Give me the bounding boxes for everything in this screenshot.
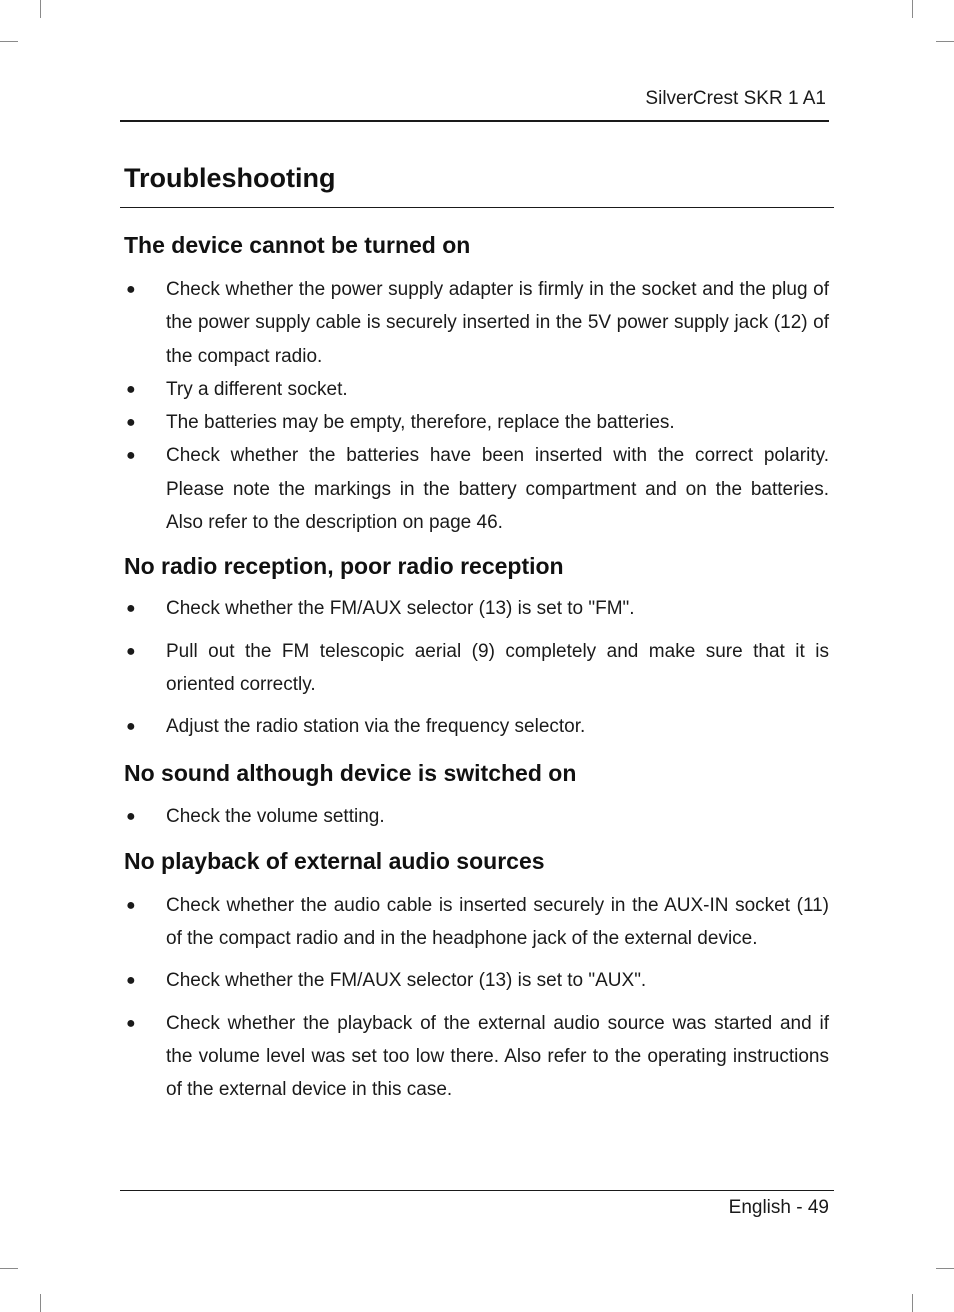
bullet-icon: ● (126, 447, 136, 465)
bullet-icon: ● (126, 896, 136, 914)
crop-mark (0, 1268, 18, 1269)
bullet-icon: ● (126, 1014, 136, 1032)
list-item: ● The batteries may be empty, therefore, replace the batteries. (124, 406, 829, 439)
section-no-radio-reception (124, 549, 829, 743)
section-no-external-playback (124, 844, 829, 1107)
crop-mark (936, 41, 954, 42)
list-item: ● Try a different socket. (124, 373, 829, 406)
list-item: ● Check the volume setting. (124, 800, 829, 833)
bullet-icon: ● (126, 972, 136, 990)
bullet-icon: ● (126, 600, 136, 618)
bullet-icon: ● (126, 807, 136, 825)
bullet-icon: ● (126, 642, 136, 660)
list-item: ● Check whether the FM/AUX selector (13) is set to "FM". (124, 592, 829, 625)
section-heading: No playback of external audio sources (124, 847, 545, 874)
list-item: ● Check whether the power supply adapter is firmly in the socket and the plug of the power supply cable is securely inserted in the 5V power supply jack (12) of the compact radio. (124, 273, 829, 373)
bullet-list (124, 800, 829, 833)
page-number: English - 49 (728, 1197, 829, 1218)
crop-mark (912, 0, 913, 18)
bullet-icon: ● (126, 414, 136, 432)
list-item: ● Check whether the batteries have been inserted with the correct polarity. Please note the markings in the battery compartment and on the batteries. Also refer to the description on page 46. (124, 439, 829, 539)
crop-mark (40, 0, 41, 18)
bullet-list (124, 273, 829, 539)
crop-mark (912, 1294, 913, 1312)
list-item: ● Check whether the audio cable is inserted securely in the AUX-IN socket (11) of the compact radio and in the headphone jack of the external device. (124, 889, 829, 956)
bullet-list (124, 592, 829, 743)
crop-mark (40, 1294, 41, 1312)
running-header: SilverCrest SKR 1 A1 (645, 88, 826, 109)
page-title: Troubleshooting (124, 163, 336, 193)
title-divider (120, 207, 834, 208)
bullet-icon: ● (126, 718, 136, 736)
bullet-list (124, 889, 829, 1107)
list-item: ● Check whether the FM/AUX selector (13) is set to "AUX". (124, 964, 829, 997)
troubleshooting-content (124, 228, 829, 1107)
crop-mark (0, 41, 18, 42)
crop-mark (936, 1268, 954, 1269)
header-divider (120, 120, 829, 122)
section-heading: No radio reception, poor radio reception (124, 553, 564, 580)
bullet-icon: ● (126, 380, 136, 398)
list-item: ● Adjust the radio station via the frequency selector. (124, 710, 829, 743)
section-no-sound (124, 756, 829, 833)
list-item: ● Check whether the playback of the external audio source was started and if the volume level was set too low there. Also refer to the operating instructions of the external device in this case. (124, 1007, 829, 1107)
section-heading: No sound although device is switched on (124, 759, 577, 786)
section-device-cannot-turn-on (124, 228, 829, 539)
list-item: ● Pull out the FM telescopic aerial (9) completely and make sure that it is oriented correctly. (124, 635, 829, 702)
bullet-icon: ● (126, 281, 136, 298)
section-heading: The device cannot be turned on (124, 232, 471, 258)
footer-divider (120, 1190, 834, 1191)
